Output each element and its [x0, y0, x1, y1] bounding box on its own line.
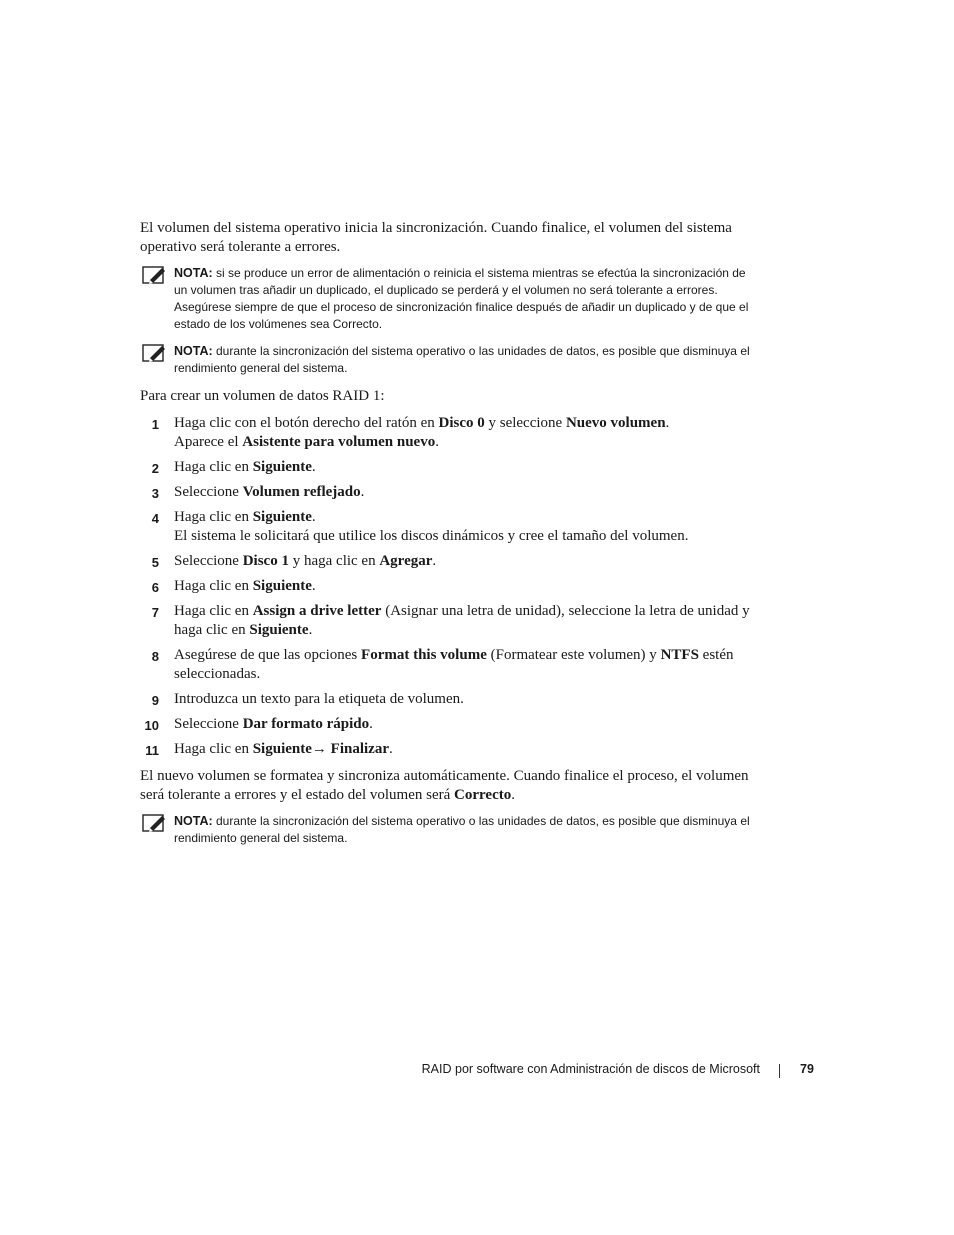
pencil-note-icon — [142, 343, 166, 363]
list-item: 10 Seleccione Dar formato rápido. — [144, 716, 373, 733]
list-item: 4 Haga clic en Siguiente. El sistema le solicitará que utilice los discos dinámicos y cree el tamaño del volumen. — [151, 509, 689, 544]
pencil-note-icon — [142, 265, 166, 285]
footer-separator — [779, 1064, 780, 1078]
intro-paragraph: El volumen del sistema operativo inicia la sincronización. Cuando finalice, el volumen del sistema operativo será tolerante a errores. — [140, 220, 732, 255]
list-item: 3 Seleccione Volumen reflejado. — [151, 484, 365, 501]
list-item: 5 Seleccione Disco 1 y haga clic en Agregar. — [151, 553, 437, 570]
list-item: 8 Asegúrese de que las opciones Format this volume (Formatear este volumen) y NTFS estén seleccionadas. — [151, 647, 734, 682]
note-performance-2 — [140, 813, 760, 847]
note-performance — [140, 343, 760, 377]
list-item: 2 Haga clic en Siguiente. — [151, 459, 316, 476]
list-item: 1 Haga clic con el botón derecho del ratón en Disco 0 y seleccione Nuevo volumen. Aparece el Asistente para volumen nuevo. — [151, 415, 670, 450]
note-text: durante la sincronización del sistema operativo o las unidades de datos, es posible que disminuya el rendimiento general del sistema. — [174, 344, 750, 375]
note-text: si se produce un error de alimentación o reinicia el sistema mientras se efectúa la sincronización de un volumen tras añadir un duplicado, el duplicado se perderá y el volumen no será tolerante a errores. Asegúrese siempre de que el proceso de sincronización finalice después de añadir un duplicado y de que el estado de los volúmenes sea Correcto. — [174, 266, 749, 331]
list-item: 11 Haga clic en Siguiente→ Finalizar. — [145, 741, 393, 758]
list-item: 6 Haga clic en Siguiente. — [151, 578, 316, 595]
lead-paragraph: Para crear un volumen de datos RAID 1: — [140, 388, 385, 404]
note-power-failure — [140, 265, 760, 333]
list-item: 7 Haga clic en Assign a drive letter (Asignar una letra de unidad), seleccione la letra de unidad y haga clic en Siguiente. — [151, 603, 750, 638]
steps-list — [140, 414, 760, 759]
footer-title: RAID por software con Administración de discos de Microsoft — [421, 1062, 760, 1076]
page-content — [140, 219, 760, 857]
page-footer — [0, 1062, 954, 1082]
note-label: NOTA: — [174, 344, 213, 358]
page-number: 79 — [800, 1062, 814, 1076]
note-label: NOTA: — [174, 814, 213, 828]
note-label: NOTA: — [174, 266, 213, 280]
note-text: durante la sincronización del sistema operativo o las unidades de datos, es posible que disminuya el rendimiento general del sistema. — [174, 814, 750, 845]
outro-paragraph: El nuevo volumen se formatea y sincroniza automáticamente. Cuando finalice el proceso, el volumen será tolerante a errores y el estado del volumen será Correcto. — [140, 768, 749, 803]
pencil-note-icon — [142, 813, 166, 833]
arrow-icon: → — [311, 741, 327, 757]
list-item: 9 Introduzca un texto para la etiqueta de volumen. — [151, 691, 464, 708]
